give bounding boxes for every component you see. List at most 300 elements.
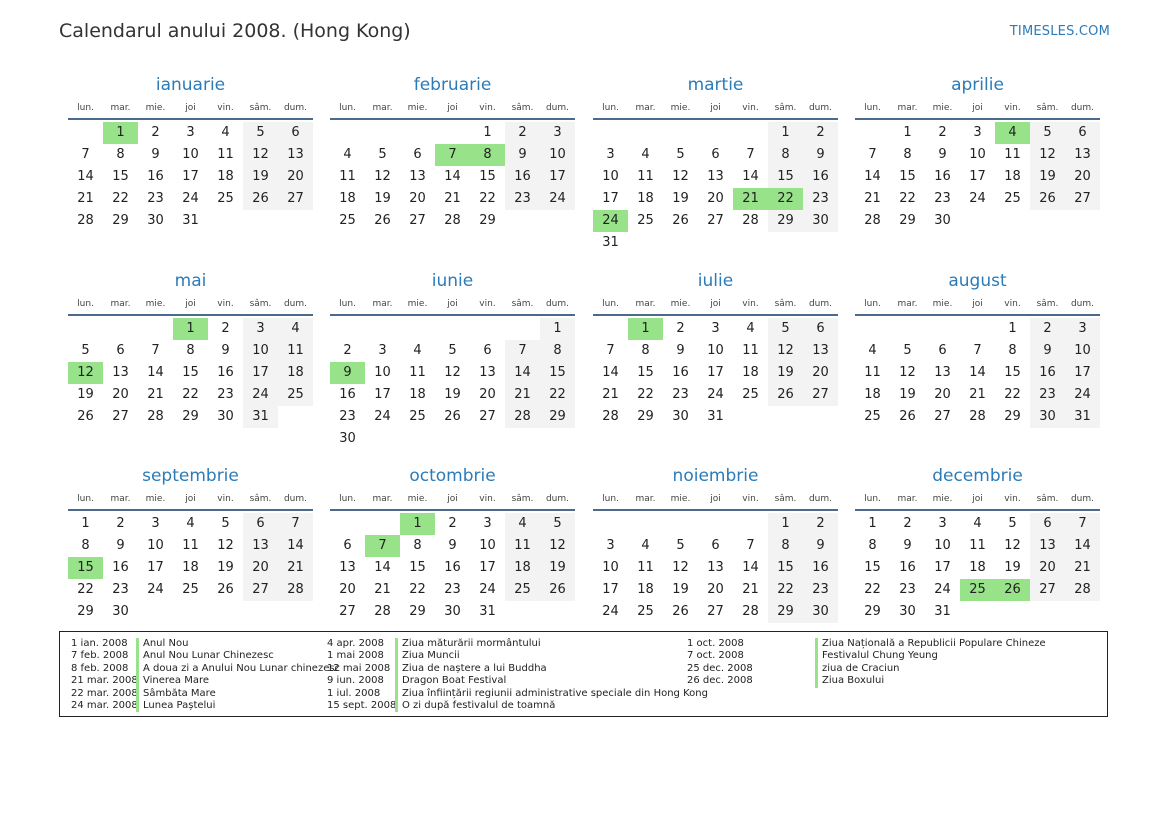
day-cell: 23 [217,387,234,402]
day-cell: 16 [339,387,356,402]
day-cell: 8 [768,535,803,557]
days-grid [68,122,313,232]
holiday-date: 21 mar. 2008 [71,675,138,687]
day-empty [400,318,435,340]
day-cell: 22 [182,387,199,402]
day-cell: 9 [803,144,838,166]
weekday-header [330,489,575,511]
day-empty [698,122,733,144]
day-cell: 29 [864,604,881,619]
day-cell: 20 [1065,166,1100,188]
day-cell: 28 [374,604,391,619]
weekday-label: joi [710,103,721,113]
weekday-label: mie. [670,103,691,113]
day-cell: 16 [934,169,951,184]
weekday-label: vin. [742,494,759,504]
weekday-label: mar. [635,494,656,504]
holiday-name: Anul Nou Lunar Chinezesc [136,650,274,662]
weekday-label: sâm. [774,299,797,309]
day-cell: 31 [479,604,496,619]
page-title: Calendarul anului 2008. (Hong Kong) [59,20,411,42]
day-cell: 12 [672,169,689,184]
month-august [855,268,1100,428]
day-cell-holiday: 1 [628,318,663,340]
day-cell: 30 [803,601,838,623]
weekday-label: mar. [110,299,131,309]
legend-row [71,663,340,675]
holiday-name: Lunea Paștelui [136,700,215,712]
days-grid [68,513,313,623]
day-cell: 15 [637,365,654,380]
day-cell: 28 [742,604,759,619]
day-cell: 5 [540,513,575,535]
holiday-date: 15 sept. 2008 [327,699,397,711]
day-empty [435,122,470,144]
days-grid [68,318,313,428]
day-cell: 25 [637,213,654,228]
weekday-header [855,489,1100,511]
day-cell: 21 [864,191,881,206]
weekday-label: mie. [670,299,691,309]
weekday-label: sâm. [774,103,797,113]
day-cell: 15 [1004,365,1021,380]
day-cell: 26 [77,409,94,424]
day-cell: 26 [768,384,803,406]
day-cell: 3 [606,538,615,553]
day-cell: 23 [672,387,689,402]
weekday-header [68,294,313,316]
day-cell: 21 [742,582,759,597]
day-cell: 13 [479,365,496,380]
month-name: octombrie [409,466,496,486]
day-cell: 25 [278,384,313,406]
days-grid [593,122,838,254]
month-aprilie [855,72,1100,232]
day-cell: 20 [803,362,838,384]
day-cell: 2 [221,321,230,336]
weekday-label: vin. [1004,299,1021,309]
weekday-label: vin. [217,103,234,113]
weekday-header [593,98,838,120]
day-cell: 23 [803,188,838,210]
weekday-label: joi [710,494,721,504]
weekday-label: sâm. [774,494,797,504]
day-empty [890,318,925,340]
day-cell: 11 [217,147,234,162]
weekday-label: mie. [145,103,166,113]
legend-row [71,700,340,712]
day-cell: 21 [374,582,391,597]
weekday-label: vin. [1004,494,1021,504]
day-cell: 26 [217,582,234,597]
day-cell: 12 [444,365,461,380]
month-septembrie [68,463,313,623]
day-cell: 13 [409,169,426,184]
day-cell-holiday: 22 [768,188,803,210]
day-cell: 27 [278,188,313,210]
day-cell: 21 [444,191,461,206]
weekday-label: mar. [110,494,131,504]
weekday-label: lun. [602,103,619,113]
weekday-label: joi [447,103,458,113]
day-cell: 4 [221,125,230,140]
day-cell: 9 [803,535,838,557]
month-decembrie [855,463,1100,623]
day-cell: 23 [934,191,951,206]
day-cell: 10 [540,144,575,166]
legend-column [71,638,340,712]
day-cell: 24 [969,191,986,206]
day-cell: 30 [217,409,234,424]
day-cell: 13 [707,560,724,575]
day-cell: 20 [278,166,313,188]
day-cell: 26 [672,213,689,228]
day-empty [593,513,628,535]
day-cell-holiday: 8 [470,144,505,166]
day-cell: 28 [444,213,461,228]
day-cell: 18 [339,191,356,206]
holiday-name: O zi după festivalul de toamnă [395,700,555,712]
legend-row [71,650,340,662]
day-cell: 24 [602,604,619,619]
day-cell: 1 [768,122,803,144]
day-cell: 27 [707,213,724,228]
day-cell: 2 [803,513,838,535]
day-cell: 17 [934,560,951,575]
weekday-label: vin. [742,103,759,113]
day-cell: 9 [938,147,947,162]
day-cell: 1 [540,318,575,340]
day-cell-holiday: 25 [960,579,995,601]
weekday-label: vin. [479,103,496,113]
day-cell: 20 [707,582,724,597]
day-cell: 3 [938,516,947,531]
weekday-label: dum. [808,299,833,309]
day-cell: 8 [540,340,575,362]
site-logo-link[interactable]: TIMESLES.COM [1009,24,1110,39]
weekday-label: lun. [339,494,356,504]
days-grid [593,513,838,623]
month-name: aprilie [951,75,1004,95]
weekday-label: mie. [145,299,166,309]
weekday-label: mie. [407,494,428,504]
legend-column [327,638,708,712]
weekday-label: joi [185,299,196,309]
day-cell: 23 [899,582,916,597]
day-cell: 14 [444,169,461,184]
day-cell: 11 [339,169,356,184]
holiday-name: Vinerea Mare [136,675,209,687]
day-cell: 18 [969,560,986,575]
day-cell: 27 [934,409,951,424]
weekday-label: vin. [479,494,496,504]
day-cell: 30 [339,431,356,446]
day-cell: 2 [676,321,685,336]
day-cell: 22 [409,582,426,597]
day-cell: 27 [112,409,129,424]
day-cell: 25 [182,582,199,597]
weekday-label: mar. [110,103,131,113]
day-cell: 24 [243,384,278,406]
holiday-name: ziua de Craciun [815,663,900,675]
holiday-date: 1 mai 2008 [327,650,384,662]
day-cell: 11 [637,169,654,184]
day-cell: 18 [217,169,234,184]
month-ianuarie [68,72,313,232]
day-cell: 19 [899,387,916,402]
day-cell: 8 [868,538,877,553]
day-cell: 10 [1065,340,1100,362]
day-cell: 7 [278,513,313,535]
day-cell: 28 [77,213,94,228]
day-cell: 6 [1030,513,1065,535]
weekday-header [330,98,575,120]
day-cell: 25 [864,409,881,424]
weekday-header [330,294,575,316]
day-cell: 18 [637,582,654,597]
holiday-date: 1 ian. 2008 [71,638,128,649]
day-cell: 21 [147,387,164,402]
weekday-label: lun. [339,103,356,113]
day-cell: 27 [803,384,838,406]
day-cell: 29 [77,604,94,619]
day-empty [925,318,960,340]
day-cell: 11 [505,535,540,557]
day-cell: 27 [1030,579,1065,601]
day-cell: 20 [409,191,426,206]
day-cell: 3 [540,122,575,144]
day-cell: 14 [374,560,391,575]
weekday-label: mie. [932,494,953,504]
weekday-label: mie. [407,299,428,309]
month-name: iunie [431,271,474,291]
day-cell: 6 [938,343,947,358]
weekday-label: lun. [864,494,881,504]
day-cell: 15 [768,557,803,579]
day-cell: 22 [864,582,881,597]
day-cell: 1 [768,513,803,535]
weekday-label: mar. [372,299,393,309]
day-empty [365,318,400,340]
days-grid [855,122,1100,232]
day-cell-holiday: 15 [68,557,103,579]
day-cell: 13 [707,169,724,184]
month-name: ianuarie [155,75,226,95]
day-cell: 11 [969,538,986,553]
day-cell: 9 [1030,340,1065,362]
day-cell: 23 [112,582,129,597]
day-cell: 3 [711,321,720,336]
day-cell: 5 [1008,516,1017,531]
holiday-date: 7 oct. 2008 [687,650,744,662]
month-name: august [948,271,1007,291]
day-cell: 8 [413,538,422,553]
day-cell: 1 [81,516,90,531]
day-cell: 18 [409,387,426,402]
day-cell: 14 [147,365,164,380]
day-cell: 2 [803,122,838,144]
day-cell: 19 [1004,560,1021,575]
day-cell: 8 [81,538,90,553]
holiday-date: 9 iun. 2008 [327,675,384,687]
weekday-label: joi [185,494,196,504]
day-empty [505,318,540,340]
weekday-label: mie. [670,494,691,504]
day-cell: 15 [768,166,803,188]
day-cell: 19 [374,191,391,206]
day-cell: 30 [934,213,951,228]
day-cell: 14 [742,560,759,575]
day-cell: 4 [343,147,352,162]
day-cell: 10 [243,340,278,362]
day-cell-holiday: 4 [995,122,1030,144]
weekday-label: joi [185,103,196,113]
day-cell: 4 [413,343,422,358]
weekday-label: sâm. [249,103,272,113]
month-name: decembrie [932,466,1023,486]
weekday-label: mar. [372,494,393,504]
day-cell: 15 [899,169,916,184]
day-cell: 31 [182,213,199,228]
day-cell: 13 [803,340,838,362]
day-cell: 28 [278,579,313,601]
day-cell: 3 [151,516,160,531]
day-cell: 25 [217,191,234,206]
days-grid [330,122,575,232]
day-cell: 30 [112,604,129,619]
day-cell: 27 [479,409,496,424]
day-cell: 16 [672,365,689,380]
day-cell: 7 [505,340,540,362]
weekday-header [855,98,1100,120]
day-cell: 4 [641,147,650,162]
holiday-name: Ziua Națională a Republicii Populare Chineze [815,638,1046,650]
weekday-label: sâm. [511,299,534,309]
day-cell: 25 [1004,191,1021,206]
day-empty [855,122,890,144]
day-cell: 14 [1065,535,1100,557]
day-cell: 21 [969,387,986,402]
weekday-label: sâm. [511,494,534,504]
weekday-label: sâm. [1036,103,1059,113]
day-cell: 2 [938,125,947,140]
day-cell: 23 [444,582,461,597]
day-cell: 28 [602,409,619,424]
days-grid [593,318,838,428]
month-noiembrie [593,463,838,623]
day-cell: 25 [409,409,426,424]
day-cell: 8 [641,343,650,358]
weekday-label: dum. [1070,103,1095,113]
day-cell: 5 [81,343,90,358]
day-cell: 13 [278,144,313,166]
day-cell: 27 [339,604,356,619]
day-cell: 11 [637,560,654,575]
day-cell: 11 [182,538,199,553]
day-cell-holiday: 7 [365,535,400,557]
day-cell: 4 [746,321,755,336]
day-cell: 31 [602,235,619,250]
day-cell: 3 [483,516,492,531]
day-cell: 10 [147,538,164,553]
weekday-label: mar. [372,103,393,113]
day-cell: 8 [186,343,195,358]
weekday-label: mar. [897,299,918,309]
day-cell: 17 [602,191,619,206]
day-cell: 17 [147,560,164,575]
day-cell: 28 [1065,579,1100,601]
legend-row [687,650,1046,662]
day-cell: 9 [505,144,540,166]
day-cell: 30 [899,604,916,619]
weekday-label: dum. [283,299,308,309]
day-cell: 6 [711,538,720,553]
weekday-label: sâm. [1036,299,1059,309]
weekday-label: dum. [1070,494,1095,504]
day-cell: 8 [903,147,912,162]
day-empty [138,318,173,340]
day-cell: 3 [186,125,195,140]
weekday-label: sâm. [249,494,272,504]
day-cell: 20 [1030,557,1065,579]
weekday-label: sâm. [1036,494,1059,504]
day-cell: 7 [973,343,982,358]
day-cell: 24 [182,191,199,206]
day-cell: 14 [742,169,759,184]
day-cell: 30 [444,604,461,619]
day-cell: 12 [768,340,803,362]
holiday-date: 4 apr. 2008 [327,638,385,649]
day-cell: 13 [243,535,278,557]
legend-row [327,675,708,687]
month-name: februarie [413,75,492,95]
weekday-label: dum. [1070,299,1095,309]
day-cell: 26 [243,188,278,210]
day-cell: 27 [243,579,278,601]
day-cell: 23 [1030,384,1065,406]
day-cell: 31 [934,604,951,619]
day-cell: 20 [112,387,129,402]
day-cell: 31 [707,409,724,424]
day-cell: 17 [243,362,278,384]
day-cell: 10 [182,147,199,162]
day-cell: 6 [803,318,838,340]
day-cell: 23 [147,191,164,206]
day-cell: 28 [505,406,540,428]
weekday-header [68,489,313,511]
day-cell: 10 [969,147,986,162]
day-cell: 25 [339,213,356,228]
day-cell: 17 [1065,362,1100,384]
day-cell: 17 [182,169,199,184]
month-iulie [593,268,838,428]
day-cell: 4 [641,538,650,553]
day-cell: 21 [1065,557,1100,579]
day-cell: 23 [803,579,838,601]
day-cell: 16 [147,169,164,184]
day-cell: 20 [243,557,278,579]
day-cell: 13 [1065,144,1100,166]
day-cell: 26 [899,409,916,424]
day-cell: 6 [243,513,278,535]
day-cell: 24 [374,409,391,424]
day-cell: 29 [182,409,199,424]
month-mai [68,268,313,428]
day-cell: 1 [868,516,877,531]
day-empty [733,122,768,144]
holiday-name: Ziua măturării mormântului [395,638,541,650]
day-cell-holiday: 1 [103,122,138,144]
